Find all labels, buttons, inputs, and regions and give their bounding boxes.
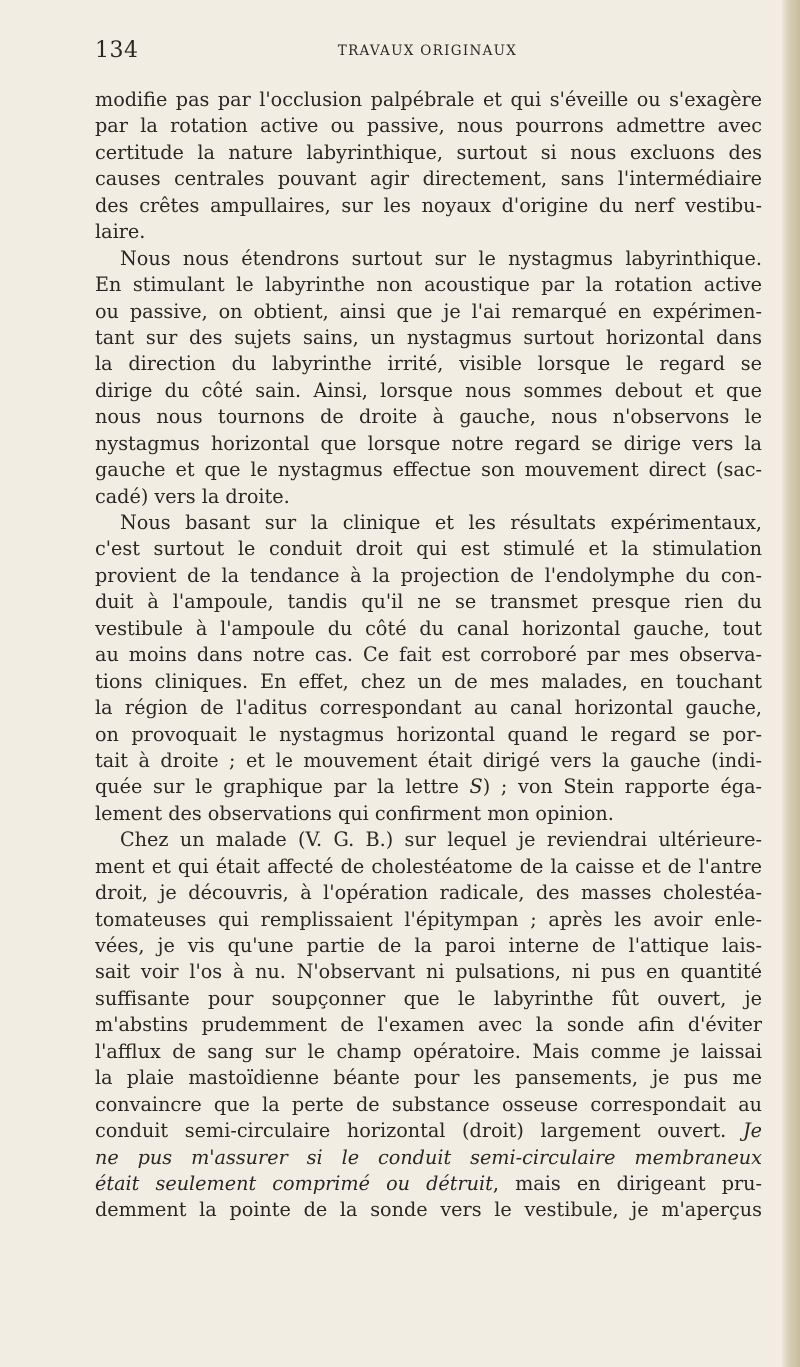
text-line (95, 1039, 762, 1065)
text-run: quée sur le graphique par la lettre (95, 775, 470, 799)
text-run: ) ; von Stein rapporte éga- (482, 775, 762, 799)
text-run: sait voir l'os à nu. N'observant ni pulsations, ni pus en quantité (95, 960, 762, 984)
text-run: par la rotation active ou passive, nous pourrons admettre avec (95, 114, 762, 138)
text-line (95, 774, 762, 800)
text-line (95, 907, 762, 933)
italic-text: S (469, 775, 483, 799)
text-run: au moins dans notre cas. Ce fait est corroboré par mes observa- (95, 643, 762, 667)
text-run: tions cliniques. En effet, chez un de mes malades, en touchant (95, 669, 762, 693)
text-run: suffisante pour soupçonner que le labyrinthe fût ouvert, je (95, 986, 762, 1010)
text-line (95, 166, 762, 192)
text-run: ment et qui était affecté de cholestéatome de la caisse et de l'antre (95, 854, 762, 878)
text-line (95, 378, 762, 404)
text-run: tomateuses qui remplissaient l'épitympan ; après les avoir enle- (95, 907, 762, 931)
text-line (95, 1118, 762, 1144)
text-run: la région de l'aditus correspondant au canal horizontal gauche, (95, 696, 762, 720)
text-run: certitude la nature labyrinthique, surtout si nous excluons des (95, 140, 762, 164)
text-run: cadé) vers la droite. (95, 484, 290, 508)
text-run: conduit semi-circulaire horizontal (droit) largement ouvert. (95, 1119, 743, 1143)
text-line (95, 616, 762, 642)
text-line (95, 351, 762, 377)
text-run: demment la pointe de la sonde vers le vestibule, je m'aperçus (95, 1198, 762, 1222)
text-line (95, 1065, 762, 1091)
text-line (95, 325, 762, 351)
text-line (95, 986, 762, 1012)
text-line (95, 87, 762, 113)
body-text (95, 87, 762, 1224)
text-run: ou passive, on obtient, ainsi que je l'ai remarqué en expérimen- (95, 299, 762, 323)
text-run: gauche et que le nystagmus effectue son mouvement direct (sac- (95, 458, 762, 482)
italic-text: ne pus m'assurer si le conduit semi-circulaire membraneux (95, 1145, 762, 1169)
text-line (95, 113, 762, 139)
text-run: des crêtes ampullaires, sur les noyaux d'origine du nerf vestibu- (95, 193, 762, 217)
text-run: convaincre que la perte de substance osseuse correspondait au (95, 1092, 762, 1116)
text-line (95, 1012, 762, 1038)
text-line (95, 140, 762, 166)
text-run: lement des observations qui confirment mon opinion. (95, 801, 614, 825)
text-line (95, 589, 762, 615)
text-run: la plaie mastoïdienne béante pour les pansements, je pus me (95, 1066, 762, 1090)
text-run: laire. (95, 220, 146, 244)
page-number: 134 (95, 38, 139, 63)
text-line (95, 1171, 762, 1197)
text-line (95, 933, 762, 959)
text-line (95, 669, 762, 695)
text-run: m'abstins prudemment de l'examen avec la sonde afin d'éviter (95, 1013, 762, 1037)
text-run: c'est surtout le conduit droit qui est stimulé et la stimulation (95, 537, 762, 561)
text-run: tant sur des sujets sains, un nystagmus surtout horizontal dans (95, 325, 762, 349)
text-run: En stimulant le labyrinthe non acoustique par la rotation active (95, 273, 762, 297)
page-edge-shadow (782, 0, 800, 1367)
text-run: Chez un malade (V. G. B.) sur lequel je reviendrai ultérieure- (120, 828, 762, 852)
text-line (95, 563, 762, 589)
text-run: dirige du côté sain. Ainsi, lorsque nous sommes debout et que (95, 378, 762, 402)
text-line (95, 510, 762, 536)
text-run: la direction du labyrinthe irrité, visible lorsque le regard se (95, 352, 762, 376)
text-run: modifie pas par l'occlusion palpébrale et qui s'éveille ou s'exagère (95, 88, 762, 111)
text-line (95, 431, 762, 457)
text-run: Nous basant sur la clinique et les résultats expérimentaux, (120, 511, 762, 534)
italic-text: Je (742, 1119, 762, 1143)
text-line (95, 801, 762, 827)
text-line (95, 1092, 762, 1118)
text-run: causes centrales pouvant agir directement, sans l'intermédiaire (95, 167, 762, 191)
page-header (95, 38, 760, 68)
text-run: vestibule à l'ampoule du côté du canal horizontal gauche, tout (95, 616, 762, 640)
text-line (95, 642, 762, 668)
text-line (95, 880, 762, 906)
text-run: on provoquait le nystagmus horizontal quand le regard se por- (95, 722, 762, 746)
text-line (95, 748, 762, 774)
text-line (95, 219, 762, 245)
text-run: vées, je vis qu'une partie de la paroi interne de l'attique lais- (95, 934, 762, 957)
italic-text: était seulement comprimé ou détruit (95, 1171, 493, 1195)
text-run: l'afflux de sang sur le champ opératoire. Mais comme je laissai (95, 1039, 762, 1063)
text-line (95, 827, 762, 853)
text-line (95, 272, 762, 298)
text-run: nous nous tournons de droite à gauche, nous n'observons le (95, 405, 762, 429)
text-line (95, 536, 762, 562)
text-line (95, 457, 762, 483)
text-line (95, 484, 762, 510)
text-line (95, 1197, 762, 1223)
running-title: TRAVAUX ORIGINAUX (337, 43, 518, 59)
text-run: provient de la tendance à la projection de l'endolymphe du con- (95, 563, 762, 587)
text-line (95, 193, 762, 219)
text-line (95, 722, 762, 748)
text-line (95, 404, 762, 430)
text-run: tait à droite ; et le mouvement était dirigé vers la gauche (indi- (95, 748, 762, 772)
text-line (95, 695, 762, 721)
text-run: , mais en dirigeant pru- (492, 1171, 762, 1195)
text-line (95, 1145, 762, 1171)
text-run: duit à l'ampoule, tandis qu'il ne se transmet presque rien du (95, 590, 762, 614)
text-line (95, 246, 762, 272)
text-run: droit, je découvris, à l'opération radicale, des masses cholestéa- (95, 881, 762, 905)
text-run: Nous nous étendrons surtout sur le nystagmus labyrinthique. (120, 246, 762, 270)
text-line (95, 959, 762, 985)
text-run: nystagmus horizontal que lorsque notre regard se dirige vers la (95, 431, 762, 455)
text-line (95, 854, 762, 880)
text-line (95, 299, 762, 325)
